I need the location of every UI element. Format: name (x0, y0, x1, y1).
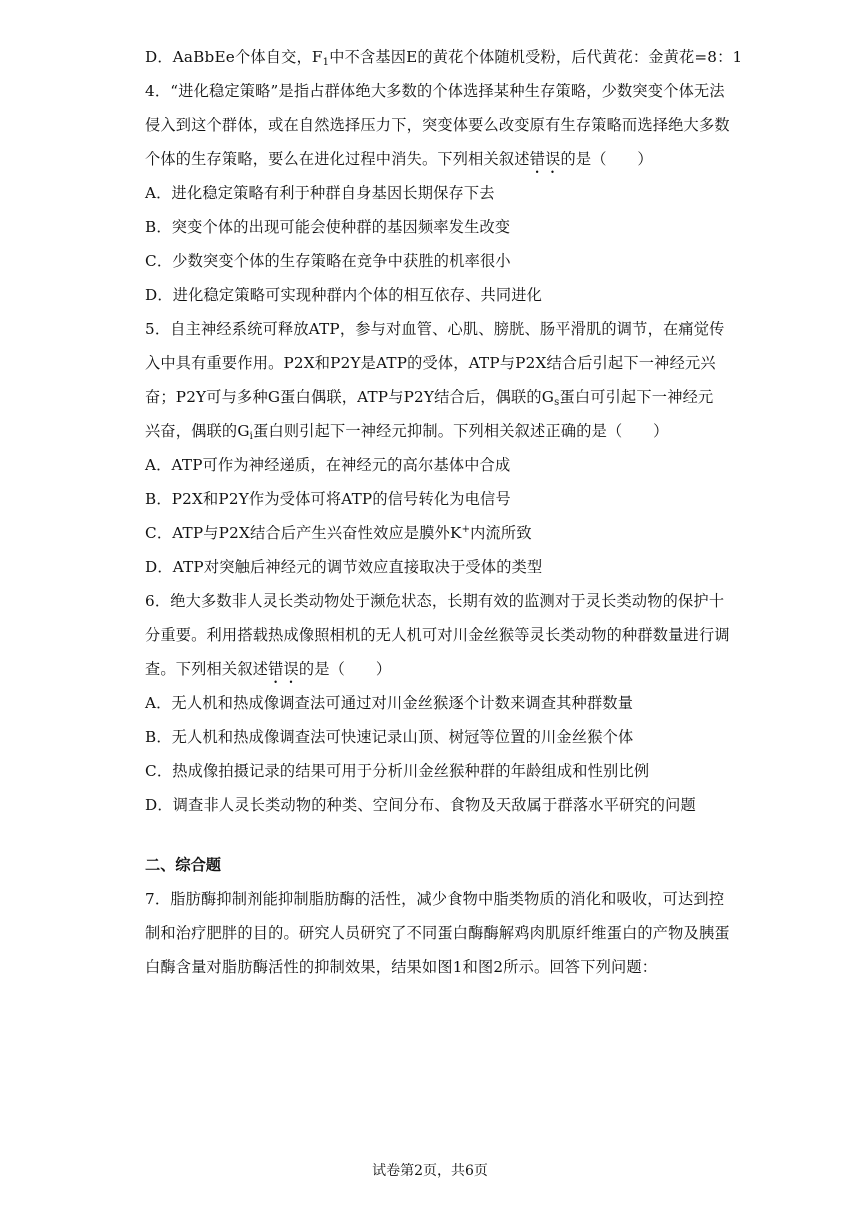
q5-option-d: D．ATP对突触后神经元的调节效应直接取决于受体的类型 (145, 558, 543, 576)
page-footer: 试卷第2页，共6页 (372, 1163, 488, 1179)
q4-stem-line-1: 4．“进化稳定策略”是指占群体绝大多数的个体选择某种生存策略，少数突变个体无法 (145, 82, 725, 100)
q5-stem-line-4: 兴奋，偶联的$G_i$蛋白则引起下一神经元抑制。下列相关叙述正确的是（ ） (145, 422, 669, 442)
q6-stem-line-2: 分重要。利用搭载热成像照相机的无人机可对川金丝猴等灵长类动物的种群数量进行调 (145, 626, 730, 644)
q4-stem-line-3: 个体的生存策略，要么在进化过程中消失。下列相关叙述错误的是（ ） (145, 150, 653, 168)
q5-stem-line-1: 5．自主神经系统可释放ATP，参与对血管、心肌、膀胱、肠平滑肌的调节，在痛觉传 (145, 320, 725, 338)
q6-stem-line-3: 查。下列相关叙述错误的是（ ） (145, 660, 392, 678)
q6-option-c: C．热成像拍摄记录的结果可用于分析川金丝猴种群的年龄组成和性别比例 (145, 762, 650, 780)
q4-option-a: A．进化稳定策略有利于种群自身基因长期保存下去 (145, 184, 495, 202)
q6-option-b: B．无人机和热成像调查法可快速记录山顶、树冠等位置的川金丝猴个体 (145, 728, 634, 746)
q5-option-b: B．P2X和P2Y作为受体可将ATP的信号转化为电信号 (145, 490, 511, 508)
section-heading: 二、综合题 (145, 856, 221, 874)
q5-stem-line-3: 奋；P2Y可与多种G蛋白偶联，ATP与P2Y结合后，偶联的$G_s$蛋白可引起下一神经元 (145, 388, 714, 408)
q7-stem-line-2: 制和治疗肥胖的目的。研究人员研究了不同蛋白酶酶解鸡肉肌原纤维蛋白的产物及胰蛋 (145, 924, 730, 942)
q7-stem-line-1: 7．脂肪酶抑制剂能抑制脂肪酶的活性，减少食物中脂类物质的消化和吸收，可达到控 (145, 890, 725, 908)
q4-option-d: D．进化稳定策略可实现种群内个体的相互依存、共同进化 (145, 286, 543, 304)
q3-option-d: D．AaBbEe个体自交，$F_1$中不含基因E的黄花个体随机受粉，后代黄花：金黄花=8：1 (145, 48, 743, 68)
q6-stem-line-1: 6．绝大多数非人灵长类动物处于濒危状态，长期有效的监测对于灵长类动物的保护十 (145, 592, 725, 610)
q5-stem-line-2: 入中具有重要作用。P2X和P2Y是ATP的受体，ATP与P2X结合后引起下一神经元兴 (145, 354, 716, 372)
q4-stem-line-2: 侵入到这个群体，或在自然选择压力下，突变体要么改变原有生存策略而选择绝大多数 (145, 116, 730, 134)
q5-option-a: A．ATP可作为神经递质，在神经元的高尔基体中合成 (145, 456, 511, 474)
emphasis-wrong: 错误 (529, 150, 561, 168)
q7-stem-line-3: 白酶含量对脂肪酶活性的抑制效果，结果如图1和图2所示。回答下列问题： (145, 958, 658, 976)
q5-option-c: C．ATP与P2X结合后产生兴奋性效应是膜外K+内流所致 (145, 524, 532, 542)
emphasis-wrong: 错误 (268, 660, 299, 678)
q4-option-b: B．突变个体的出现可能会使种群的基因频率发生改变 (145, 218, 511, 236)
q4-option-c: C．少数突变个体的生存策略在竞争中获胜的机率很小 (145, 252, 511, 270)
q6-option-d: D．调查非人灵长类动物的种类、空间分布、食物及天敌属于群落水平研究的问题 (145, 796, 696, 814)
q6-option-a: A．无人机和热成像调查法可通过对川金丝猴逐个计数来调查其种群数量 (145, 694, 634, 712)
